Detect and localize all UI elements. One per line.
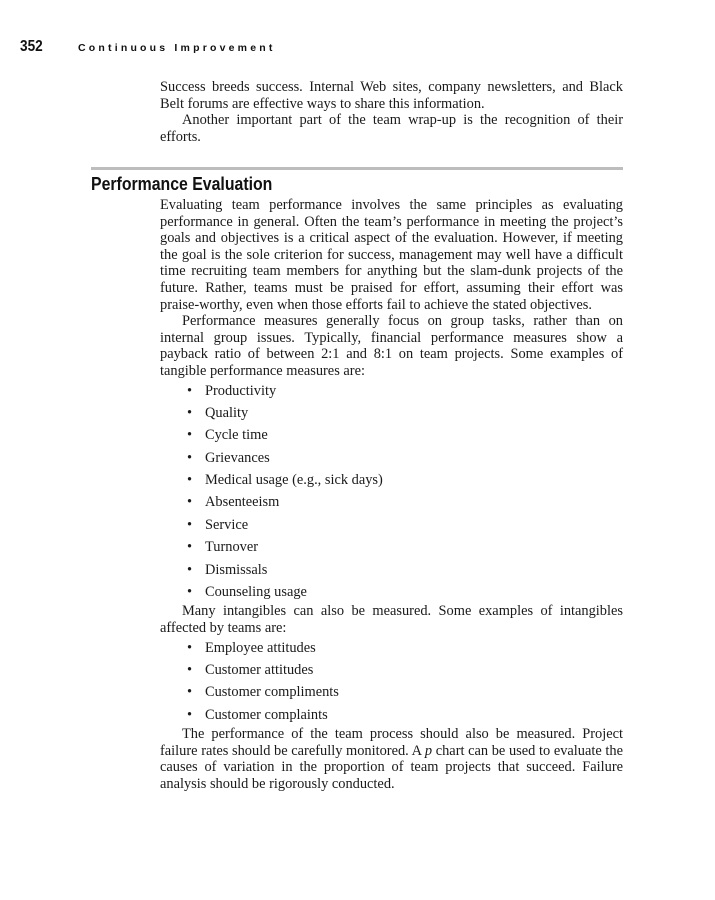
section-paragraph-2: Performance measures generally focus on group tasks, rather than on internal group issues. Typically, financial performance measures show a payback ratio of between 2:1 and 8:1 on team projects. Some examples of tangible performance measures are:: [160, 313, 623, 379]
p4-text-b: chart can be used to evaluate the causes of variation in the proportion of team projects that succeed. Failure analysis should be rigorously conducted.: [160, 742, 623, 792]
list-item: • Cycle time: [160, 424, 623, 446]
intro-paragraph-2: Another important part of the team wrap-up is the recognition of their efforts.: [160, 112, 623, 145]
page-number: 352: [20, 38, 43, 55]
list-item: • Medical usage (e.g., sick days): [160, 469, 623, 491]
list-item: • Productivity: [160, 380, 623, 402]
running-head: [20, 38, 276, 56]
list-item: • Service: [160, 514, 623, 536]
list-item: • Customer compliments: [160, 681, 623, 703]
p-chart-italic: p: [424, 742, 433, 759]
intro-block: [160, 79, 623, 145]
chapter-title: Continuous Improvement: [78, 42, 276, 54]
section-paragraph-3: Many intangibles can also be measured. Some examples of intangibles affected by teams are:: [160, 603, 623, 637]
list-item: • Customer complaints: [160, 704, 623, 726]
list-item: • Grievances: [160, 447, 623, 469]
list-item: • Absenteeism: [160, 491, 623, 513]
list-item: • Turnover: [160, 536, 623, 558]
intro-paragraph-1: Success breeds success. Internal Web sites, company newsletters, and Black Belt forums are effective ways to share this information.: [160, 79, 623, 112]
section-divider: [91, 167, 623, 170]
section-heading: Performance Evaluation: [91, 174, 273, 194]
list-item: • Quality: [160, 402, 623, 424]
list-item: • Customer attitudes: [160, 659, 623, 681]
section-paragraph-4: [160, 726, 623, 792]
tangible-measures-list: [160, 380, 623, 604]
list-item: • Dismissals: [160, 559, 623, 581]
list-item: • Counseling usage: [160, 581, 623, 603]
section-body: [160, 197, 623, 793]
intangible-measures-list: [160, 637, 623, 727]
list-item: • Employee attitudes: [160, 637, 623, 659]
section-paragraph-1: Evaluating team performance involves the same principles as evaluating performance in general. Often the team’s performance in meeting the project’s goals and objectives is a critical aspect of the evaluation. However, if meeting the goal is the sole criterion for success, management may well have a difficult time recruiting team members for anything but the slam-dunk projects of the future. Rather, teams must be praised for effort, assuming their effort was praise-worthy, even when those efforts fail to achieve the stated objectives.: [160, 197, 623, 313]
p4-text-a: The performance of the team process should also be measured. Project failure rates should be carefully monitored. A: [160, 726, 623, 759]
